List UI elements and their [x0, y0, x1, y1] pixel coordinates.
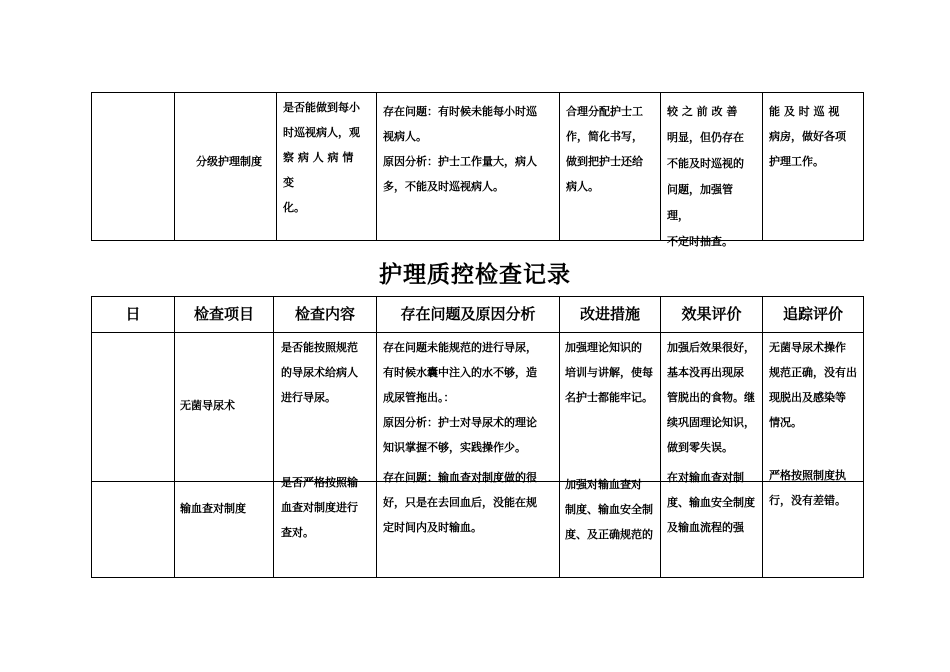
row1-content: 是否能按照规范 的导尿术给病人 进行导尿。 [281, 341, 358, 404]
row2-effect: 在对输血查对制 度、输血安全制度 及输血流程的强 [667, 471, 755, 534]
main-table-border-bottom [91, 577, 864, 578]
row1-followup: 无菌导尿术操作 规范正确，没有出 现脱出及感染等 情况。 [769, 341, 857, 429]
top-item-cell: 分级护理制度 [196, 155, 262, 168]
top-table-divider [174, 92, 175, 241]
main-table-divider [376, 296, 377, 578]
top-table-divider [276, 92, 277, 241]
top-problem-cell: 存在问题：有时候未能每小时巡 视病人。 原因分析：护士工作量大，病人 多，不能及时巡视病人。 [383, 105, 537, 193]
row2-followup: 严格按照制度执 行，没有差错。 [769, 469, 846, 507]
page-title: 护理质控检查记录 [379, 262, 571, 288]
top-table-divider [91, 92, 92, 241]
main-table-border-top [91, 296, 864, 297]
top-followup-cell: 能 及 时 巡 视 病房，做好各项 护理工作。 [769, 105, 846, 168]
header-measures: 改进措施 [579, 305, 640, 323]
row2-measures: 加强对输血查对 制度、输血安全制 度、及正确规范的 [565, 478, 653, 541]
top-table-divider [762, 92, 763, 241]
top-table-divider [660, 92, 661, 241]
header-problem: 存在问题及原因分析 [400, 305, 536, 323]
main-table-divider [863, 296, 864, 578]
main-table-divider [762, 296, 763, 578]
header-content: 检查内容 [294, 305, 355, 323]
header-followup: 追踪评价 [782, 305, 843, 323]
row1-item: 无菌导尿术 [180, 399, 235, 412]
main-table-divider [559, 296, 560, 578]
top-table-divider [559, 92, 560, 241]
main-table-divider [174, 296, 175, 578]
row1-problem: 存在问题未能规范的进行导尿， 有时候水囊中注入的水不够，造 成尿管拖出。： 原因分析：护士对导尿术的理论 知识掌握不够，实践操作少。 [383, 341, 537, 454]
row1-effect: 加强后效果很好， 基本没再出现尿 管脱出的食物。继 续巩固理论知识， 做到零失误。 [667, 341, 755, 454]
main-table-divider [273, 296, 274, 578]
row2-item: 输血查对制度 [180, 502, 246, 515]
main-table-divider [660, 296, 661, 578]
row1-measures: 加强理论知识的 培训与讲解，使每 名护士都能牢记。 [565, 341, 653, 404]
top-effect-cell: 较 之 前 改 善 明显，但仍存在 不能及时巡视的 问题，加强管 理， 不定时抽查。 [667, 105, 744, 248]
top-table-border-top [91, 92, 864, 93]
header-date: 日 [125, 305, 141, 323]
row2-content: 是否严格按照输 血查对制度进行 查对。 [281, 476, 358, 539]
top-table-divider [863, 92, 864, 241]
top-content-cell: 是否能做到每小 时巡视病人，观 察 病 人 病 情 变 化。 [283, 101, 360, 214]
top-table-border-bottom [91, 240, 864, 241]
top-measures-cell: 合理分配护士工 作，简化书写， 做到把护士还给 病人。 [566, 105, 643, 193]
header-item: 检查项目 [193, 305, 254, 323]
main-table-divider [91, 296, 92, 578]
top-table-divider [376, 92, 377, 241]
header-effect: 效果评价 [681, 305, 742, 323]
main-table-header-line [91, 332, 864, 333]
row2-problem: 存在问题：输血查对制度做的很 好，只是在去回血后，没能在规 定时间内及时输血。 [383, 471, 537, 534]
